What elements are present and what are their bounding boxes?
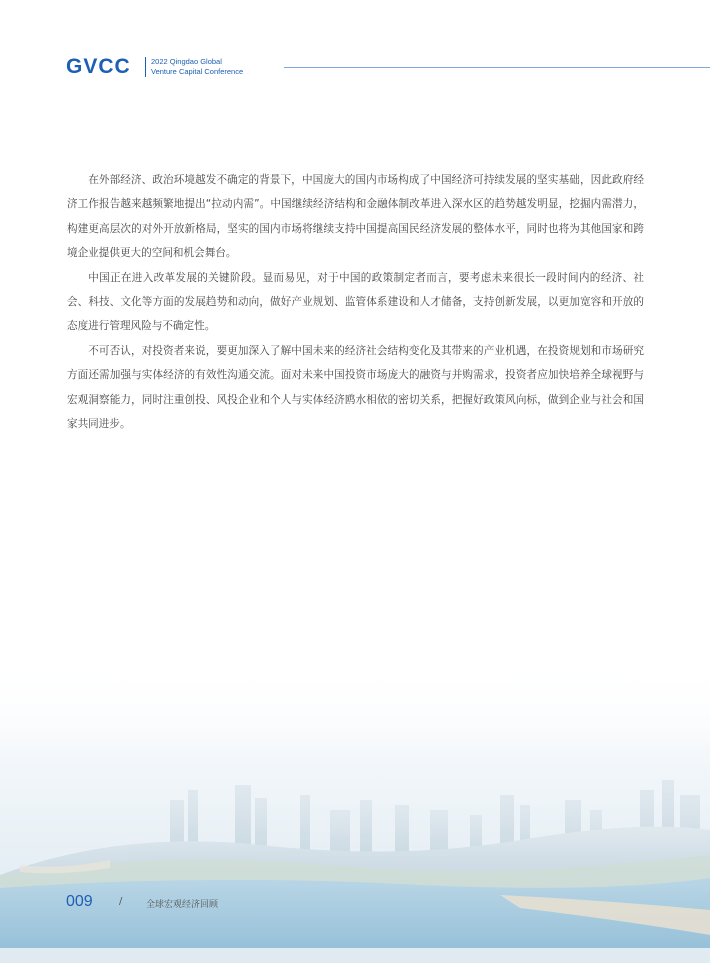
paragraph-2: 中国正在进入改革发展的关键阶段。显而易见，对于中国的政策制定者而言，要考虑未来很长一段时间内的经济、社会、科技、文化等方面的发展趋势和动向，做好产业规划、监管体系建设和人才储备，支持创新发展，以更加宽容和开放的态度进行管理风险与不确定性。	[67, 271, 644, 333]
logo-divider	[145, 57, 146, 77]
gvcc-logo: GVCC	[66, 55, 131, 78]
body-text	[67, 168, 644, 436]
conference-name-line1: 2022 Qingdao Global	[151, 57, 222, 66]
paragraph-1: 在外部经济、政治环境越发不确定的背景下，中国庞大的国内市场构成了中国经济可持续发展的坚实基础，因此政府经济工作报告越来越频繁地提出“拉动内需”。中国继续经济结构和金融体制改革进入深水区的趋势越发明显，挖掘内需潜力，构建更高层次的对外开放新格局，坚实的国内市场将继续支持中国提高国民经济发展的整体水平，同时也将为其他国家和跨境企业提供更大的空间和机会舞台。	[67, 174, 644, 260]
footer-separator: /	[119, 896, 123, 907]
conference-name-line2: Venture Capital Conference	[151, 67, 244, 76]
header-rule	[284, 67, 710, 68]
page-number: 009	[66, 893, 93, 910]
paragraph-3: 不可否认，对投资者来说，要更加深入了解中国未来的经济社会结构变化及其带来的产业机遇，在投资规划和市场研究方面还需加强与实体经济的有效性沟通交流。面对未来中国投资市场庞大的融资与并购需求，投资者应加快培养全球视野与宏观洞察能力，同时注重创投、风投企业和个人与实体经济鸥水相依的密切关系，把握好政策风向标，做到企业与社会和国家共同进步。	[67, 344, 644, 431]
coastal-city-image	[0, 660, 710, 963]
section-title: 全球宏观经济回顾	[146, 900, 219, 910]
